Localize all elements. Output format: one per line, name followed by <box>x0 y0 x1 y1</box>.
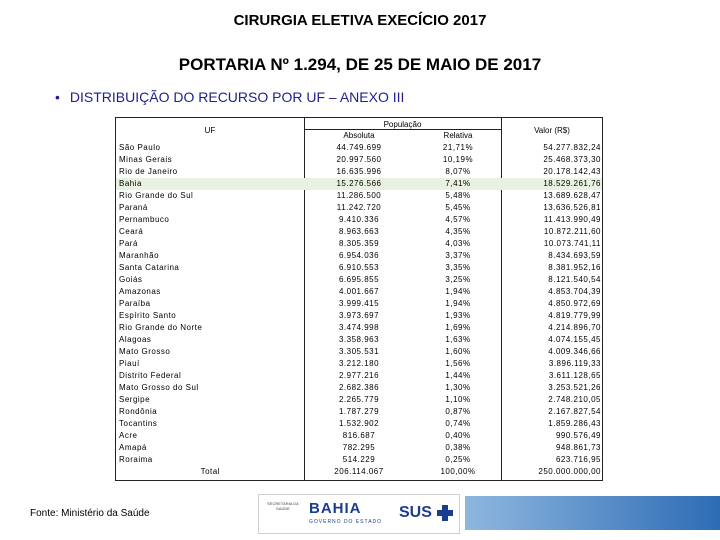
cell-val: 623.716,95 <box>555 455 601 464</box>
cell-val: 4.819.779,99 <box>548 311 601 320</box>
cell-rel: 10,19% <box>442 155 474 164</box>
table-body <box>116 142 602 478</box>
cell-abs: 6.910.553 <box>338 263 380 272</box>
cell-rel: 4,03% <box>445 239 471 248</box>
cell-rel: 0,74% <box>445 419 471 428</box>
cell-rel: 3,35% <box>445 263 471 272</box>
cell-abs: 4.001.667 <box>338 287 380 296</box>
table-row <box>116 310 602 322</box>
cell-val: 948.861,73 <box>555 443 601 452</box>
cell-abs: 16.635.996 <box>336 167 382 176</box>
cell-uf: Ceará <box>119 227 144 236</box>
table-row <box>116 226 602 238</box>
table-row <box>116 442 602 454</box>
cell-rel: 3,37% <box>445 251 471 260</box>
cell-val: 1.859.286,43 <box>548 419 601 428</box>
cell-val: 10.872.211,60 <box>543 227 601 236</box>
table-row <box>116 178 602 190</box>
page-subtitle: PORTARIA Nº 1.294, DE 25 DE MAIO DE 2017 <box>178 55 542 74</box>
table-row <box>116 370 602 382</box>
table-row <box>116 166 602 178</box>
cell-uf: São Paulo <box>119 143 161 152</box>
cell-rel: 4,35% <box>445 227 471 236</box>
cell-abs: 6.954.036 <box>338 251 380 260</box>
table-row-total <box>116 466 602 478</box>
cell-rel: 1,44% <box>445 371 471 380</box>
cell-rel: 0,40% <box>445 431 471 440</box>
cell-rel: 1,10% <box>445 395 471 404</box>
cell-val: 2.167.827,54 <box>548 407 601 416</box>
table-row <box>116 238 602 250</box>
cell-uf: Sergipe <box>119 395 151 404</box>
cell-val: 13.689.628,47 <box>543 191 601 200</box>
cell-rel: 1,69% <box>445 323 471 332</box>
header-absoluta: Absoluta <box>343 131 375 140</box>
cell-val: 4.853.704,39 <box>548 287 601 296</box>
cell-abs: 2.682.386 <box>338 383 380 392</box>
cell-uf: Rio Grande do Sul <box>119 191 194 200</box>
cell-uf: Goiás <box>119 275 143 284</box>
bullet-dot-icon: • <box>55 89 60 105</box>
cell-val: 18.529.261,76 <box>543 179 601 188</box>
page-title: CIRURGIA ELETIVA EXECÍCIO 2017 <box>233 12 487 29</box>
cell-abs: 8.963.663 <box>338 227 380 236</box>
cell-val: 2.748.210,05 <box>548 395 601 404</box>
table-row <box>116 454 602 466</box>
cell-rel: 0,87% <box>445 407 471 416</box>
cell-rel: 5,48% <box>445 191 471 200</box>
cell-abs: 9.410.336 <box>338 215 380 224</box>
cell-abs: 1.532.902 <box>338 419 380 428</box>
sus-cross-icon <box>437 505 453 521</box>
cell-abs: 3.358.963 <box>338 335 380 344</box>
cell-abs: 1.787.279 <box>338 407 380 416</box>
cell-rel: 21,71% <box>442 143 474 152</box>
cell-val: 3.611.128,65 <box>548 371 601 380</box>
cell-uf: Maranhão <box>119 251 160 260</box>
cell-rel: 5,45% <box>445 203 471 212</box>
table-row <box>116 346 602 358</box>
footer <box>0 486 720 540</box>
cell-uf: Roraima <box>119 455 153 464</box>
total-val: 250.000.000,00 <box>538 467 601 476</box>
cell-abs: 20.997.560 <box>336 155 382 164</box>
section-heading: DISTRIBUIÇÃO DO RECURSO POR UF – ANEXO III <box>69 89 405 105</box>
secretaria-logo: SECRETARIA DA SAÚDE <box>267 501 299 511</box>
cell-abs: 3.474.998 <box>338 323 380 332</box>
cell-rel: 8,07% <box>445 167 471 176</box>
table-row <box>116 202 602 214</box>
cell-val: 10.073.741,11 <box>543 239 601 248</box>
cell-uf: Paraíba <box>119 299 151 308</box>
cell-uf: Rio Grande do Norte <box>119 323 203 332</box>
cell-val: 8.381.952,16 <box>548 263 601 272</box>
cell-uf: Rondônia <box>119 407 158 416</box>
cell-uf: Alagoas <box>119 335 152 344</box>
cell-abs: 11.242.720 <box>336 203 382 212</box>
table-row <box>116 142 602 154</box>
cell-uf: Paraná <box>119 203 148 212</box>
decorative-bar <box>465 496 720 530</box>
table-row <box>116 298 602 310</box>
cell-abs: 8.305.359 <box>338 239 380 248</box>
cell-val: 8.121.540,54 <box>548 275 601 284</box>
table-row <box>116 274 602 286</box>
cell-uf: Amazonas <box>119 287 161 296</box>
cell-uf: Bahia <box>119 179 142 188</box>
cell-abs: 514.229 <box>342 455 376 464</box>
cell-uf: Piauí <box>119 359 140 368</box>
table-row <box>116 334 602 346</box>
header-populacao: População <box>383 120 422 129</box>
table-row <box>116 430 602 442</box>
cell-rel: 0,25% <box>445 455 471 464</box>
cell-abs: 2.977.216 <box>338 371 380 380</box>
cell-abs: 3.973.697 <box>338 311 380 320</box>
cell-abs: 3.999.415 <box>338 299 380 308</box>
cell-abs: 6.695.855 <box>338 275 380 284</box>
cell-abs: 3.305.531 <box>338 347 380 356</box>
cell-abs: 782.295 <box>342 443 376 452</box>
cell-val: 8.434.693,59 <box>548 251 601 260</box>
table-row <box>116 286 602 298</box>
cell-uf: Santa Catarina <box>119 263 180 272</box>
table-row <box>116 382 602 394</box>
cell-uf: Distrito Federal <box>119 371 182 380</box>
table-row <box>116 154 602 166</box>
cell-abs: 3.212.180 <box>338 359 380 368</box>
cell-rel: 7,41% <box>445 179 471 188</box>
sus-logo: SUS <box>399 504 432 521</box>
total-label: Total <box>200 467 220 476</box>
cell-rel: 1,94% <box>445 287 471 296</box>
cell-uf: Espírito Santo <box>119 311 177 320</box>
cell-val: 3.253.521,26 <box>548 383 601 392</box>
header-uf: UF <box>204 126 216 135</box>
cell-abs: 15.276.566 <box>336 179 382 188</box>
cell-uf: Amapá <box>119 443 147 452</box>
cell-val: 13.636.526,81 <box>543 203 601 212</box>
table-row <box>116 406 602 418</box>
cell-abs: 816.687 <box>342 431 376 440</box>
cell-abs: 2.265.779 <box>338 395 380 404</box>
table-row <box>116 394 602 406</box>
cell-uf: Mato Grosso <box>119 347 171 356</box>
cell-uf: Acre <box>119 431 138 440</box>
header-relativa: Relativa <box>443 131 473 140</box>
total-abs: 206.114.067 <box>334 467 384 476</box>
cell-rel: 1,93% <box>445 311 471 320</box>
cell-val: 990.576,49 <box>555 431 601 440</box>
logos-panel <box>258 494 460 534</box>
cell-abs: 44.749.699 <box>336 143 382 152</box>
cell-val: 20.178.142,43 <box>543 167 601 176</box>
table-row <box>116 418 602 430</box>
cell-val: 11.413.990,49 <box>543 215 601 224</box>
cell-rel: 1,56% <box>445 359 471 368</box>
header-valor: Valor (R$) <box>534 126 570 135</box>
bahia-logo-sub: GOVERNO DO ESTADO <box>309 519 383 525</box>
cell-uf: Pará <box>119 239 138 248</box>
cell-val: 4.009.346,66 <box>548 347 601 356</box>
cell-rel: 4,57% <box>445 215 471 224</box>
table-row <box>116 214 602 226</box>
cell-uf: Minas Gerais <box>119 155 173 164</box>
cell-rel: 1,94% <box>445 299 471 308</box>
source-note: Fonte: Ministério da Saúde <box>30 508 150 519</box>
section-bullet <box>55 89 404 105</box>
cell-rel: 1,30% <box>445 383 471 392</box>
table-row <box>116 250 602 262</box>
cell-abs: 11.286.500 <box>336 191 382 200</box>
table-row <box>116 358 602 370</box>
cell-uf: Mato Grosso do Sul <box>119 383 199 392</box>
cell-val: 4.214.896,70 <box>548 323 601 332</box>
total-rel: 100,00% <box>440 467 476 476</box>
table-row <box>116 262 602 274</box>
cell-uf: Rio de Janeiro <box>119 167 178 176</box>
cell-rel: 1,63% <box>445 335 471 344</box>
cell-uf: Tocantins <box>119 419 158 428</box>
cell-val: 3.896.119,33 <box>548 359 601 368</box>
cell-val: 54.277.832,24 <box>543 143 601 152</box>
cell-val: 4.074.155,45 <box>548 335 601 344</box>
table-row <box>116 190 602 202</box>
table-row <box>116 322 602 334</box>
cell-uf: Pernambuco <box>119 215 170 224</box>
cell-val: 25.468.373,30 <box>543 155 601 164</box>
cell-rel: 3,25% <box>445 275 471 284</box>
cell-val: 4.850.972,69 <box>548 299 601 308</box>
distribution-table <box>115 117 603 481</box>
divider-populacao <box>304 129 501 130</box>
bahia-logo: BAHIA <box>309 500 362 517</box>
cell-rel: 0,38% <box>445 443 471 452</box>
cell-rel: 1,60% <box>445 347 471 356</box>
